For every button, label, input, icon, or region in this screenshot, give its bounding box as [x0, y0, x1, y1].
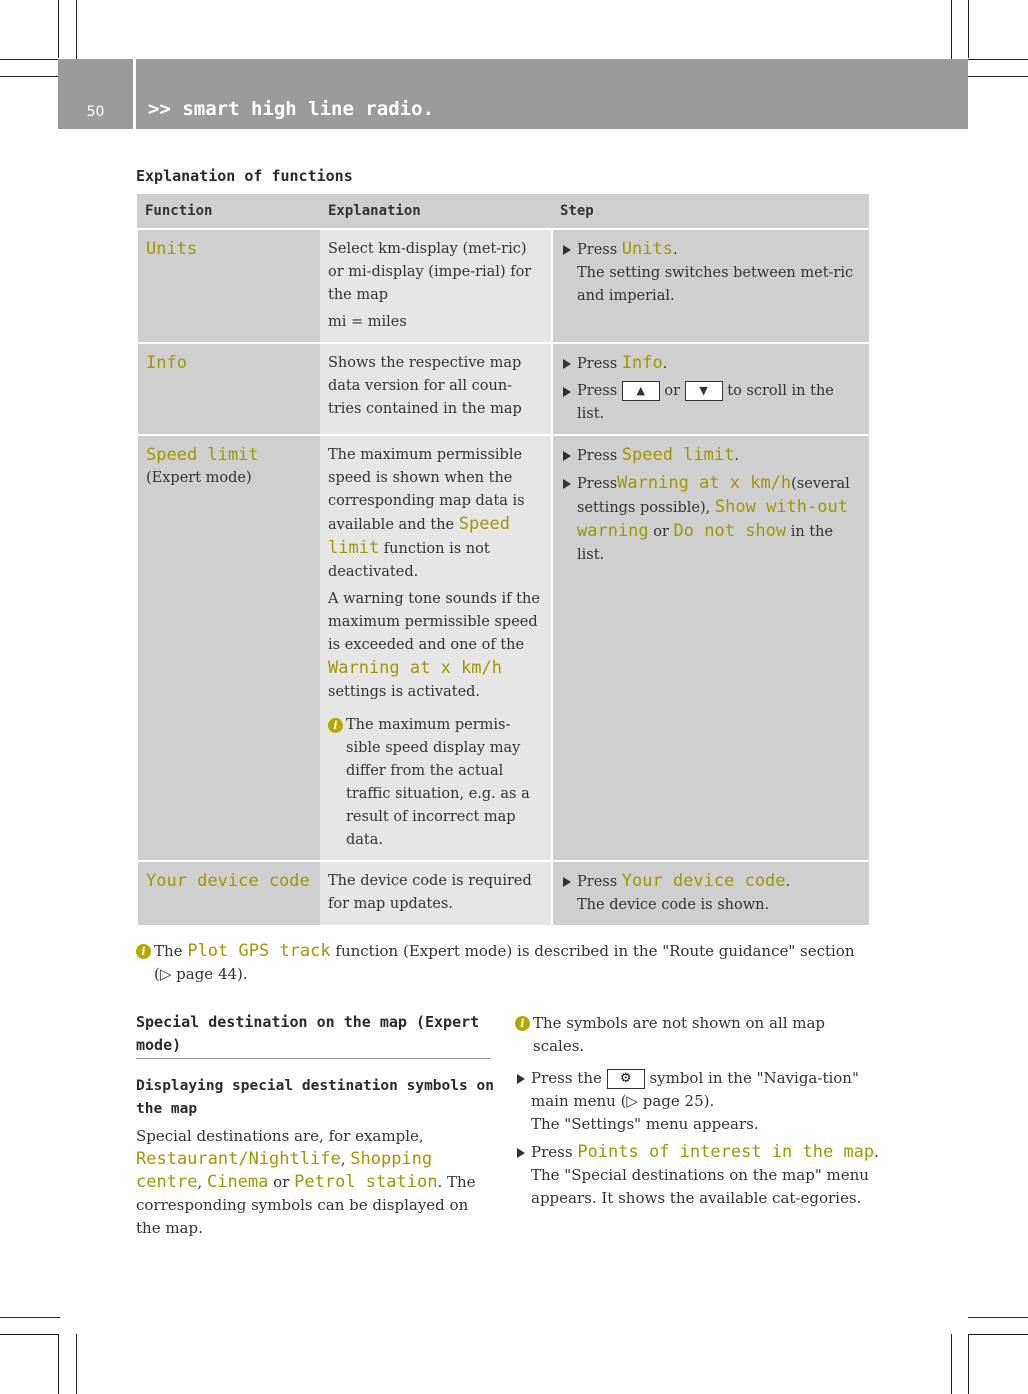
- keyword-shopping: Shopping centre: [136, 1149, 433, 1192]
- functions-table: [136, 194, 869, 927]
- function-mode: (Expert mode): [146, 470, 252, 486]
- crop-mark: [0, 76, 60, 77]
- step-item: [561, 870, 861, 894]
- step-cell: [552, 229, 869, 343]
- step-text: Press: [577, 242, 622, 258]
- crop-mark: [968, 76, 1028, 77]
- step-text: Press: [531, 1143, 573, 1161]
- function-cell: [137, 435, 320, 861]
- explanation-text: Select km-display (met-ric) or mi-display (impe-rial) for the map: [328, 241, 532, 303]
- keyword-petrol-station: Petrol station: [294, 1172, 438, 1192]
- up-arrow-button[interactable]: ▲: [622, 381, 660, 401]
- crop-mark: [0, 1334, 58, 1335]
- table-row: [137, 435, 869, 861]
- step-cell: [552, 861, 869, 926]
- heading-rule: [136, 1058, 490, 1059]
- function-name: Units: [146, 239, 198, 259]
- header-divider: [133, 59, 136, 129]
- explanation-text: A warning tone sounds if the maximum permissible speed is exceeded and one of the: [328, 591, 540, 653]
- step-result: The "Special destinations on the map" menu appears. It shows the available cat-egories.: [531, 1166, 869, 1207]
- crop-mark: [968, 1334, 1028, 1335]
- table-row: [137, 861, 869, 926]
- note-text: function (Expert mode) is described in the "Route guidance" section (▷ page 44).: [154, 942, 855, 983]
- menu-item-units[interactable]: Units: [621, 239, 673, 259]
- crop-mark: [0, 59, 58, 60]
- crop-mark: [76, 1334, 77, 1394]
- step-text: .: [672, 242, 678, 258]
- col-header-step: Step: [552, 194, 869, 229]
- step-cell: [552, 343, 869, 435]
- step-item: [561, 238, 861, 262]
- step-text: .: [662, 356, 668, 372]
- step-text: .: [785, 874, 791, 890]
- menu-item-speed-limit[interactable]: Speed limit: [621, 445, 735, 465]
- col-header-function: Function: [137, 194, 320, 229]
- crop-mark: [76, 0, 77, 60]
- function-name: Info: [146, 353, 187, 373]
- down-arrow-button[interactable]: ▼: [685, 381, 723, 401]
- explanation-text: The maximum permissible speed is shown when the corresponding map data is available and the: [328, 447, 525, 533]
- table-row: [137, 229, 869, 343]
- step-text: Press: [577, 356, 622, 372]
- step-item: [561, 352, 861, 376]
- info-icon: i: [328, 718, 343, 733]
- step-item: [561, 380, 861, 426]
- table-row: [137, 343, 869, 435]
- step-item: [561, 472, 861, 567]
- keyword-cinema: Cinema: [206, 1172, 269, 1192]
- step-text: to scroll in the list.: [577, 383, 834, 422]
- step-text: or: [664, 383, 681, 399]
- crop-mark: [968, 1334, 969, 1394]
- step-text: Press the: [531, 1069, 602, 1087]
- function-cell: [137, 343, 320, 435]
- explanation-cell: [320, 229, 552, 343]
- info-note-plot-gps: [136, 940, 874, 986]
- option-show-without-warning[interactable]: Show with-out warning: [577, 497, 848, 541]
- info-icon: i: [515, 1016, 530, 1031]
- step-text: or: [653, 524, 669, 540]
- explanation-text: Shows the respective map data version for all coun-tries contained in the map: [328, 355, 522, 417]
- crop-mark: [951, 0, 952, 60]
- step-text: symbol in the "Naviga-tion" main menu (▷ page 25).: [531, 1069, 859, 1110]
- menu-item-points-of-interest[interactable]: Points of interest in the map: [577, 1142, 875, 1162]
- settings-gear-icon[interactable]: ⚙: [607, 1069, 645, 1089]
- page-number: 50: [86, 104, 105, 120]
- step-result: The setting switches between met-ric and imperial.: [577, 265, 854, 304]
- explanation-cell: [320, 343, 552, 435]
- info-icon: i: [136, 944, 151, 959]
- step-item: [561, 444, 861, 468]
- note-text: The maximum permis-sible speed display may differ from the actual traffic situation, e.g. as a result of incorrect map data.: [346, 717, 530, 848]
- table-header-row: [137, 194, 869, 229]
- paragraph-text: or: [273, 1173, 290, 1191]
- crop-mark: [951, 1334, 952, 1394]
- step-text: .: [874, 1143, 879, 1161]
- step-text: Press: [577, 448, 622, 464]
- explanation-text: function is not deactivated.: [328, 541, 490, 580]
- crop-mark: [0, 1317, 60, 1318]
- option-do-not-show[interactable]: Do not show: [673, 521, 787, 541]
- step-text: Press: [577, 476, 618, 492]
- function-cell: [137, 229, 320, 343]
- step-text: .: [734, 448, 739, 464]
- explanation-text: mi = miles: [328, 314, 407, 330]
- function-name: Your device code: [146, 871, 310, 891]
- explanation-cell: [320, 861, 552, 926]
- explanation-text: The device code is required for map updates.: [328, 873, 532, 912]
- paragraph-text: . The corresponding symbols can be displayed on the map.: [136, 1173, 476, 1237]
- step-text: Press: [577, 383, 618, 399]
- paragraph-special-destinations: Special destinations are, for example, Restaurant/Nightlife, Shopping centre, Cinema or Petrol station. The corresponding symbols can be displayed on the map.: [136, 1127, 476, 1237]
- crop-mark: [968, 59, 1028, 60]
- menu-item-device-code[interactable]: Your device code: [621, 871, 786, 891]
- step-item: [515, 1067, 869, 1136]
- crop-mark: [968, 1317, 1028, 1318]
- section-title: Explanation of functions: [136, 167, 353, 185]
- header-title: >> smart high line radio.: [148, 98, 434, 120]
- info-note: [328, 714, 543, 852]
- step-cell: [552, 435, 869, 861]
- keyword-restaurant: Restaurant/Nightlife: [136, 1149, 341, 1169]
- explanation-cell: [320, 435, 552, 861]
- note-text: The symbols are not shown on all map scales.: [533, 1014, 826, 1055]
- explanation-text: settings is activated.: [328, 684, 481, 700]
- step-result: The "Settings" menu appears.: [531, 1115, 759, 1133]
- info-note-symbols: [515, 1012, 873, 1058]
- col-header-explanation: Explanation: [320, 194, 552, 229]
- note-text: The: [154, 942, 183, 960]
- keyword-speed-limit: Speed limit: [328, 514, 510, 558]
- step-text: (several settings possible),: [577, 476, 850, 516]
- subheading-display-symbols: Displaying special destination symbols on the map: [136, 1078, 494, 1117]
- step-text: in the list.: [577, 524, 834, 563]
- keyword-plot-gps-track: Plot GPS track: [187, 941, 331, 961]
- function-cell: [137, 861, 320, 926]
- step-item: [515, 1141, 881, 1210]
- step-result: The device code is shown.: [577, 897, 770, 913]
- function-name: Speed limit: [146, 445, 259, 465]
- paragraph-text: Special destinations are, for example,: [136, 1127, 424, 1145]
- keyword-warning: Warning at x km/h: [328, 658, 502, 678]
- crop-mark: [58, 0, 59, 58]
- option-warning-at-x[interactable]: Warning at x km/h: [617, 473, 792, 493]
- step-text: Press: [577, 874, 622, 890]
- crop-mark: [58, 1334, 59, 1394]
- menu-item-info[interactable]: Info: [621, 353, 663, 373]
- heading-special-destination: Special destination on the map (Expert mode): [136, 1013, 480, 1054]
- crop-mark: [968, 0, 969, 58]
